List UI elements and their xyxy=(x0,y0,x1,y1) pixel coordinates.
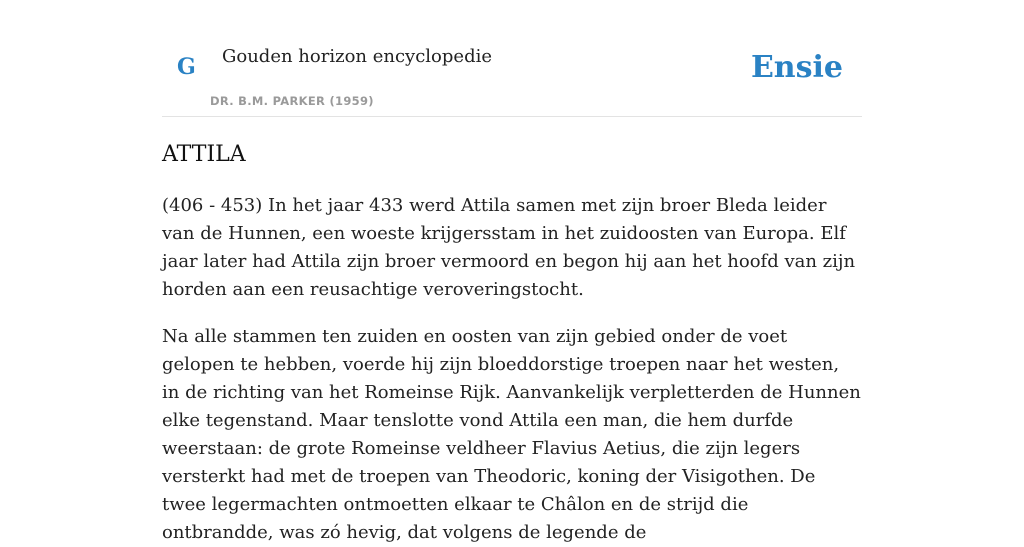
article-paragraph: (406 - 453) In het jaar 433 werd Attila samen met zijn broer Bleda leider van de Hunnen, een woeste krijgersstam in het zuidoosten van Europa. Elf jaar later had Attila zijn broer vermoord en begon hij aan het hoofd van zijn horden aan een reusachtige veroveringstocht. xyxy=(162,195,856,300)
source-header xyxy=(162,0,862,117)
article-body xyxy=(162,140,862,547)
source-author: DR. B.M. PARKER (1959) xyxy=(210,94,374,108)
article-title: ATTILA xyxy=(162,142,246,167)
source-title-link[interactable]: Gouden horizon encyclopedie xyxy=(222,46,492,67)
source-logo-icon[interactable]: G xyxy=(177,54,196,80)
ensie-logo[interactable]: Ensie xyxy=(750,50,843,85)
article-paragraph: Na alle stammen ten zuiden en oosten van zijn gebied onder de voet gelopen te hebben, voerde hij zijn bloeddorstige troepen naar het westen, in de richting van het Romeinse Rijk. Aanvankelijk verpletterden de Hunnen elke tegenstand. Maar tenslotte vond Attila een man, die hem durfde weerstaan: de grote Romeinse veldheer Flavius Aetius, die zijn legers versterkt had met de troepen van Theodoric, koning der Visigothen. De twee legermachten ontmoetten elkaar te Châlon en de strijd die ontbrandde, was zó hevig, dat volgens de legende de xyxy=(162,326,861,543)
